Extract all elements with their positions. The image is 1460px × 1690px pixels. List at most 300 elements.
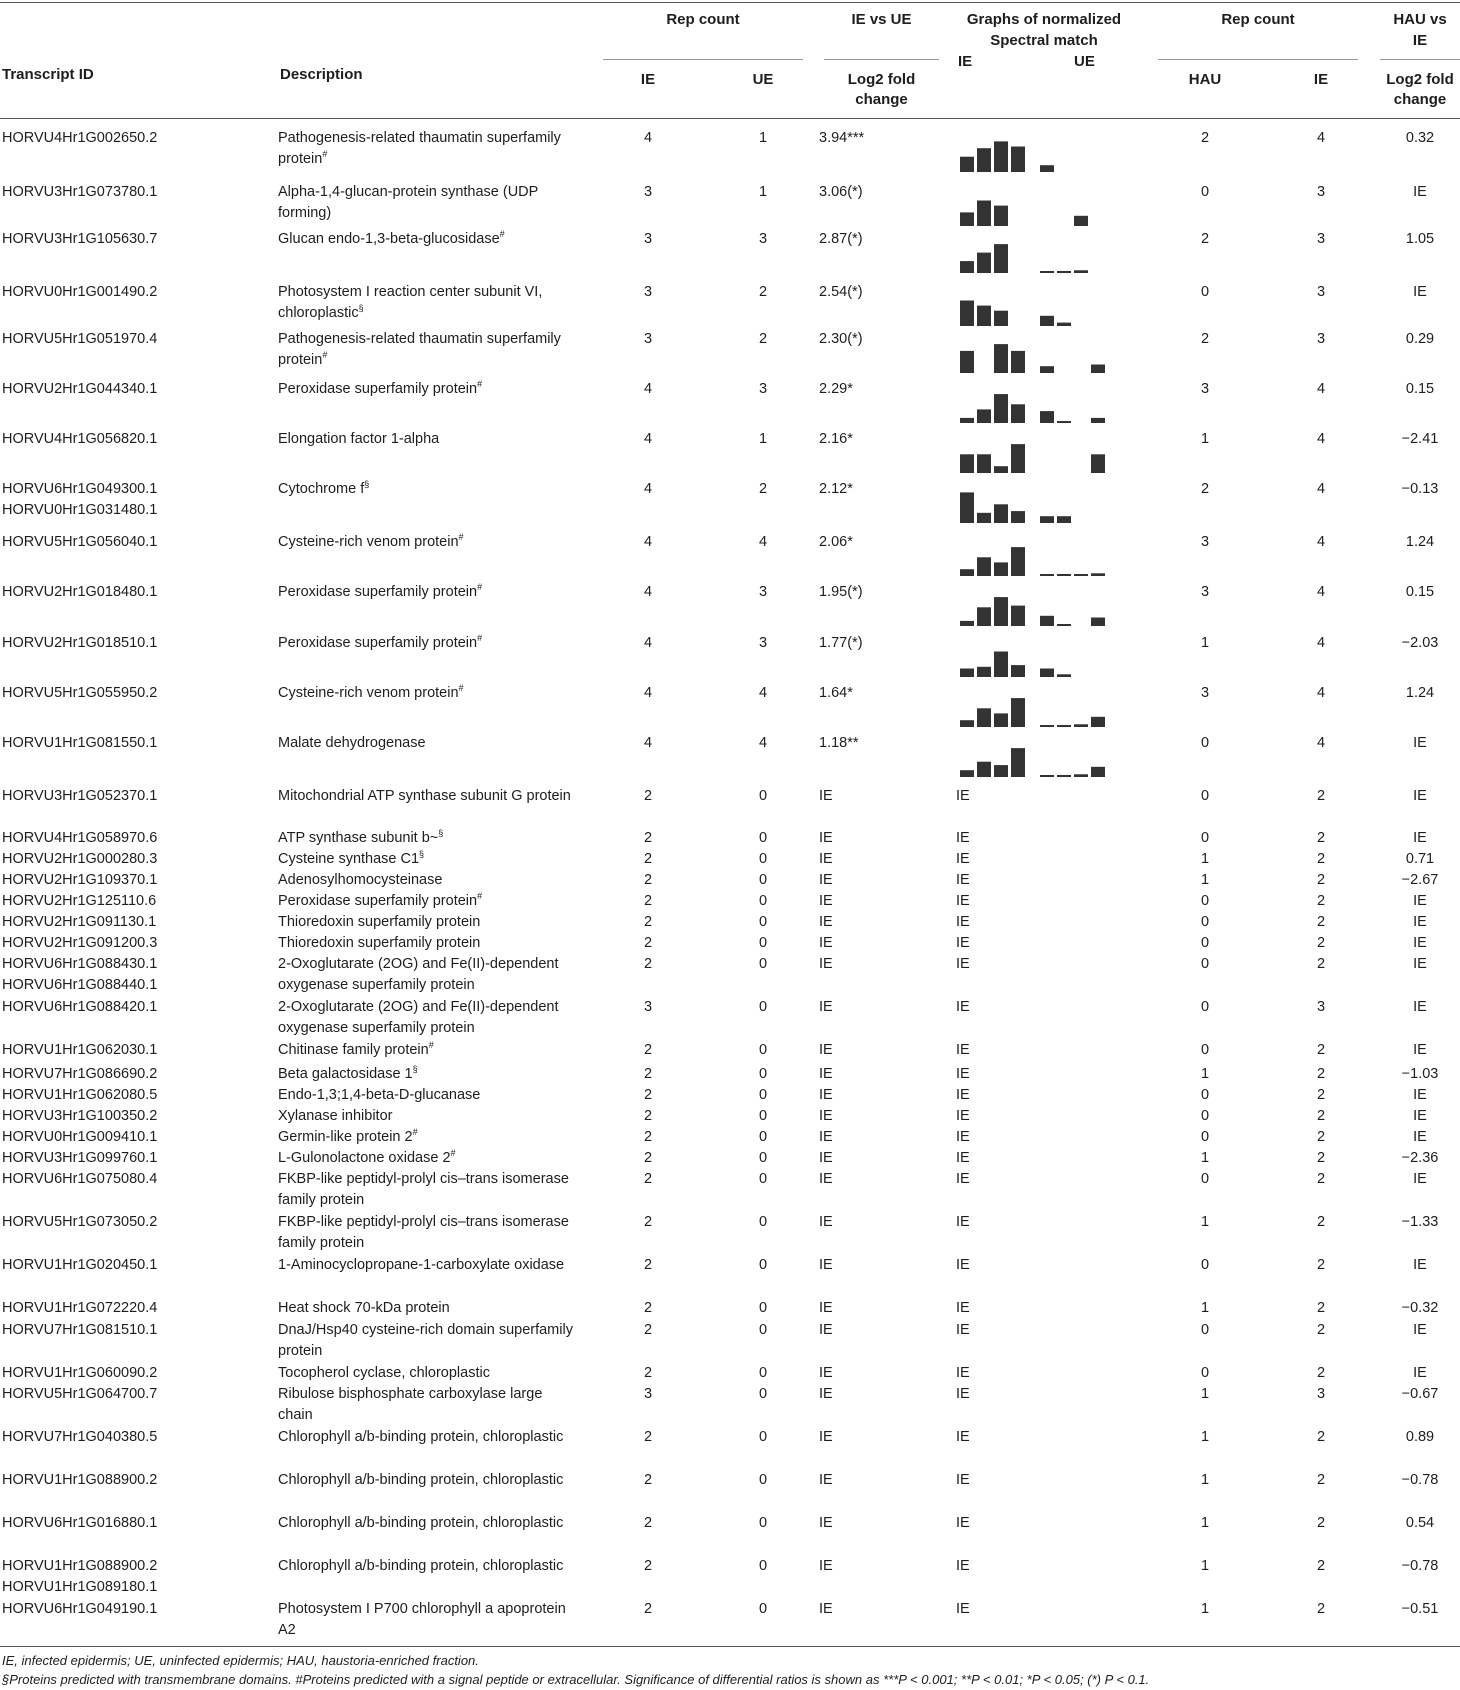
description [278,1513,578,1534]
spectral-graph-text: IE [956,914,970,930]
rep-count-ue: 1 [758,130,768,146]
rep-count-ie: 2 [643,1429,653,1445]
rep-count-ue: 4 [758,735,768,751]
spectral-bar-ie [994,206,1008,226]
rep-count-hau: 1 [1200,1066,1210,1082]
rep-count-ie: 4 [643,431,653,447]
rep-count-ue: 3 [758,381,768,397]
description [278,479,578,500]
rep-count-ie-2: 3 [1316,284,1326,300]
spectral-bar-ue [1091,365,1105,374]
footnote-mark: § [358,303,364,314]
description-text: FKBP-like peptidyl-prolyl cis–trans isomerase family protein [278,1171,569,1208]
spectral-bar-ie [1011,444,1025,473]
description [278,828,578,849]
rep-count-ue: 0 [758,1171,768,1187]
log2-fold-change-ie-ue: IE [819,1171,833,1187]
spectral-graph-text: IE [956,1087,970,1103]
description [278,1384,578,1426]
rep-count-ie-2: 2 [1316,1150,1326,1166]
description-text: Endo-1,3;1,4-beta-D-glucanase [278,1087,481,1103]
transcript-id: HORVU4Hr1G058970.6 [2,830,158,846]
spectral-graph-text: IE [956,1108,970,1124]
spectral-bar-ue [1074,724,1088,727]
description-text: Cytochrome f [278,481,365,497]
rep-count-ue: 3 [758,584,768,600]
header-hau-vs-ie-line1: HAU vs [1393,11,1447,28]
rep-count-ue: 0 [758,1300,768,1316]
rep-count-ue: 4 [758,534,768,550]
description-text: DnaJ/Hsp40 cysteine-rich domain superfamily protein [278,1322,573,1359]
spectral-bar-ie [960,720,974,727]
header-hau: HAU [1188,71,1222,88]
description [278,128,578,170]
rep-count-hau: 1 [1200,851,1210,867]
transcript-id: HORVU6Hr1G049300.1 [2,481,158,497]
rep-count-ie-2: 2 [1316,1322,1326,1338]
spectral-bar-ie [1011,665,1025,677]
header-ue-1: UE [752,71,774,88]
log2-fold-change-ie-ue: IE [819,1214,833,1230]
description-text: Chlorophyll a/b-binding protein, chloroplastic [278,1558,564,1574]
log2-fold-change-ie-ue: 2.54(*) [819,284,863,300]
spectral-graph-text: IE [956,1150,970,1166]
rep-count-ue: 0 [758,1429,768,1445]
description [278,1040,578,1061]
description [278,1599,578,1641]
log2-fold-change-hau-ie: −2.67 [1401,872,1439,888]
rep-count-ie: 3 [643,231,653,247]
rep-count-ue: 0 [758,1150,768,1166]
header-transcript-id: Transcript ID [2,66,94,83]
transcript-id: HORVU1Hr1G088900.2 [2,1558,158,1574]
rep-count-hau: 0 [1200,1108,1210,1124]
log2-fold-change-hau-ie: −0.13 [1401,481,1439,497]
description [278,1470,578,1491]
spectral-graph-text: IE [956,788,970,804]
spectral-bar-ue [1040,516,1054,523]
transcript-id: HORVU5Hr1G055950.2 [2,685,158,701]
rep-count-ue: 0 [758,1066,768,1082]
log2-fold-change-ie-ue: IE [819,1129,833,1145]
header-ie-2: IE [1313,71,1329,88]
rep-count-hau: 3 [1200,534,1210,550]
spectral-bar-ie [977,253,991,273]
log2-fold-change-hau-ie: IE [1413,1042,1427,1058]
description-text: Chitinase family protein [278,1042,429,1058]
spectral-graph-text: IE [956,1129,970,1145]
rep-count-ue: 2 [758,481,768,497]
rep-count-ie: 2 [643,893,653,909]
rep-count-ie: 2 [643,935,653,951]
spectral-bar-ue [1040,725,1054,727]
log2-fold-change-hau-ie: IE [1413,956,1427,972]
description-text: Chlorophyll a/b-binding protein, chloroplastic [278,1515,564,1531]
spectral-bar-ue [1057,674,1071,677]
footnote-mark: § [438,828,444,839]
rep-count-ie: 4 [643,735,653,751]
description-text: Peroxidase superfamily protein [278,381,478,397]
transcript-id: HORVU1Hr1G062080.5 [2,1087,158,1103]
log2-fold-change-ie-ue: 2.16* [819,431,853,447]
spectral-bar-ie [977,201,991,227]
rep-count-ie-2: 2 [1316,1472,1326,1488]
rep-count-ie-2: 2 [1316,1108,1326,1124]
rep-count-hau: 0 [1200,893,1210,909]
ie-vs-ue-rule [824,59,939,60]
spectral-bar-ue [1074,774,1088,777]
rep-count-hau: 2 [1200,331,1210,347]
transcript-id: HORVU1Hr1G062030.1 [2,1042,158,1058]
description [278,1212,578,1254]
rep-count-ue: 2 [758,331,768,347]
spectral-bar-ue [1040,669,1054,678]
log2-fold-change-hau-ie: 0.71 [1405,851,1435,867]
rep-count-hau: 0 [1200,935,1210,951]
spectral-bar-ie [960,492,974,523]
description-text: Peroxidase superfamily protein [278,893,478,909]
footnote-mark: § [412,1064,418,1075]
description-text: Photosystem I reaction center subunit VI, chloroplastic [278,284,543,321]
rep-count-ie-2: 3 [1316,1386,1326,1402]
description [278,1298,578,1319]
log2-fold-change-hau-ie: −0.32 [1401,1300,1439,1316]
rep-count-ie-2: 3 [1316,231,1326,247]
log2-fold-change-hau-ie: 0.32 [1405,130,1435,146]
log2-fold-change-ie-ue: IE [819,1472,833,1488]
spectral-bar-ie [994,597,1008,626]
rep-count-ie-2: 2 [1316,1087,1326,1103]
spectral-bar-ue [1057,624,1071,626]
description [278,1169,578,1211]
description-text: Mitochondrial ATP synthase subunit G protein [278,788,571,804]
description-text: Photosystem I P700 chlorophyll a apoprotein A2 [278,1601,566,1638]
spectral-graph-text: IE [956,872,970,888]
rep-count-ie-2: 2 [1316,788,1326,804]
log2-fold-change-hau-ie: 1.05 [1405,231,1435,247]
rep-count-ie: 2 [643,1150,653,1166]
spectral-bar-ie [1011,147,1025,173]
log2-fold-change-ie-ue: IE [819,1322,833,1338]
transcript-id: HORVU1Hr1G088900.2 [2,1472,158,1488]
rep-count-ie-2: 2 [1316,1171,1326,1187]
header-graph-ue: UE [1074,53,1095,70]
rep-count-hau: 3 [1200,685,1210,701]
spectral-bar-ie [977,708,991,727]
transcript-id: HORVU2Hr1G109370.1 [2,872,158,888]
rep-count-hau: 0 [1200,1322,1210,1338]
rep-count-ie: 2 [643,830,653,846]
description-text: Thioredoxin superfamily protein [278,935,481,951]
rep-count-ie-2: 2 [1316,1042,1326,1058]
spectral-bar-ue [1074,270,1088,273]
spectral-bar-ie [1011,698,1025,727]
spectral-bar-ie [977,513,991,523]
log2-fold-change-ie-ue: IE [819,935,833,951]
rep-count-hau: 0 [1200,830,1210,846]
transcript-id: HORVU0Hr1G001490.2 [2,284,158,300]
log2-fold-change-ie-ue: IE [819,1042,833,1058]
rep-count-ie-2: 2 [1316,1601,1326,1617]
log2-fold-change-ie-ue: IE [819,1365,833,1381]
rep-count-ie-2: 4 [1316,431,1326,447]
log2-fold-change-ie-ue: 3.94*** [819,130,865,146]
log2-fold-change-ie-ue: IE [819,1558,833,1574]
log2-fold-change-ie-ue: IE [819,1087,833,1103]
rep-count-ie: 2 [643,1214,653,1230]
spectral-bar-ue [1040,411,1054,423]
spectral-graph-text: IE [956,1365,970,1381]
log2-fold-change-ie-ue: 1.95(*) [819,584,863,600]
rep-count-ie-2: 2 [1316,1558,1326,1574]
footnote-abbreviations: IE, infected epidermis; UE, uninfected epidermis; HAU, haustoria-enriched fraction. [2,1653,479,1668]
rep-count-hau: 3 [1200,381,1210,397]
rep-count-ie: 3 [643,184,653,200]
spectral-bar-ie [1011,404,1025,423]
description [278,282,578,324]
rep-count-ie-2: 2 [1316,1429,1326,1445]
rep-count-ue: 0 [758,893,768,909]
description-text: Thioredoxin superfamily protein [278,914,481,930]
description [278,1320,578,1362]
spectral-bar-ue [1057,516,1071,523]
spectral-graph-text: IE [956,1171,970,1187]
header-description: Description [280,66,363,83]
log2-fold-change-hau-ie: IE [1413,184,1427,200]
log2-fold-change-ie-ue: 1.18** [819,735,859,751]
rep-count-hau: 1 [1200,872,1210,888]
log2-fold-change-hau-ie: IE [1413,1108,1427,1124]
log2-fold-change-hau-ie: −0.67 [1401,1386,1439,1402]
description [278,1148,578,1169]
spectral-bar-ue [1040,775,1054,777]
description [278,954,578,996]
rep-count-ie-2: 2 [1316,872,1326,888]
description-text: Peroxidase superfamily protein [278,584,478,600]
rep-count-hau: 0 [1200,788,1210,804]
spectral-graph-text: IE [956,1300,970,1316]
spectral-graph-text: IE [956,1386,970,1402]
spectral-bar-ie [977,454,991,473]
spectral-bar-ue [1057,323,1071,326]
spectral-bar-ue [1057,725,1071,727]
rep-count-ie: 2 [643,851,653,867]
spectral-bar-ie [977,762,991,777]
footnote-mark: § [364,479,370,490]
description [278,329,578,371]
rep-count-ie-2: 2 [1316,830,1326,846]
rep-count-ue: 0 [758,830,768,846]
log2-fold-change-ie-ue: 1.77(*) [819,635,863,651]
transcript-id: HORVU2Hr1G018480.1 [2,584,158,600]
log2-fold-change-hau-ie: IE [1413,914,1427,930]
spectral-graph-text: IE [956,1042,970,1058]
footnote-significance: §Proteins predicted with transmembrane domains. #Proteins predicted with a signal peptide or extracellular. Significance of differential ratios is shown as ***P < 0.001; **P < 0.01; *P < 0.05; (*) P < 0.1. [2,1672,1150,1687]
header-log2-2: Log2 fold change [1386,71,1454,108]
rep-count-ie-2: 2 [1316,1515,1326,1531]
description [278,849,578,870]
transcript-id: HORVU5Hr1G056040.1 [2,534,158,550]
description [278,786,578,807]
description-text: Glucan endo-1,3-beta-glucosidase [278,231,500,247]
rep-count-ue: 0 [758,1601,768,1617]
rep-count-ie-2: 4 [1316,635,1326,651]
description-text: Germin-like protein 2 [278,1129,413,1145]
description-text: L-Gulonolactone oxidase 2 [278,1150,451,1166]
spectral-bar-ie [994,344,1008,373]
description-text: Cysteine-rich venom protein [278,685,459,701]
description-text: Tocopherol cyclase, chloroplastic [278,1365,490,1381]
header-ie-vs-ue: IE vs UE [851,11,912,28]
rep-count-hau: 1 [1200,1214,1210,1230]
log2-fold-change-hau-ie: IE [1413,735,1427,751]
description-text: Peroxidase superfamily protein [278,635,478,651]
description-text: ATP synthase subunit b~ [278,830,439,846]
rep-count-ue: 0 [758,956,768,972]
transcript-id: HORVU6Hr1G088430.1 [2,956,158,972]
rep-count-hau: 1 [1200,1386,1210,1402]
transcript-id: HORVU1Hr1G081550.1 [2,735,158,751]
rep-count-ue: 0 [758,1322,768,1338]
rep-count-ie: 3 [643,331,653,347]
transcript-id: HORVU0Hr1G009410.1 [2,1129,158,1145]
rep-count-ie-2: 4 [1316,534,1326,550]
description [278,733,578,754]
transcript-id: HORVU2Hr1G044340.1 [2,381,158,397]
spectral-bar-ie [977,557,991,576]
log2-fold-change-ie-ue: IE [819,1150,833,1166]
log2-fold-change-ie-ue: IE [819,1386,833,1402]
spectral-graph-text: IE [956,1066,970,1082]
log2-fold-change-hau-ie: 0.15 [1405,584,1435,600]
rep-count-ue: 1 [758,431,768,447]
spectral-graph-text: IE [956,851,970,867]
transcript-id: HORVU2Hr1G091130.1 [2,914,157,930]
log2-fold-change-hau-ie: IE [1413,284,1427,300]
spectral-bar-ie [994,311,1008,326]
spectral-bar-ue [1057,574,1071,576]
header-log2-1: Log2 fold change [847,71,916,108]
description-text: Adenosylhomocysteinase [278,872,443,888]
log2-fold-change-hau-ie: 0.89 [1405,1429,1435,1445]
spectral-bar-ue [1074,574,1088,576]
header-ie-1: IE [640,71,656,88]
rep-count-ie: 2 [643,1515,653,1531]
rep-count-ie: 3 [643,1386,653,1402]
transcript-id: HORVU7Hr1G081510.1 [2,1322,158,1338]
rep-count-ie-2: 3 [1316,331,1326,347]
rep-count-ie-2: 2 [1316,1365,1326,1381]
spectral-bar-ie [1011,606,1025,626]
spectral-graph-text: IE [956,1601,970,1617]
log2-fold-change-hau-ie: −1.33 [1401,1214,1439,1230]
log2-fold-change-hau-ie: IE [1413,1087,1427,1103]
rep-count-ie-2: 4 [1316,735,1326,751]
rep-count-ie-2: 2 [1316,914,1326,930]
rep-count-ie: 2 [643,1601,653,1617]
footnote-mark: # [458,532,464,543]
rep-count-ie: 4 [643,534,653,550]
spectral-bar-ue [1040,271,1054,273]
transcript-id: HORVU7Hr1G040380.5 [2,1429,158,1445]
rep-count-ue: 0 [758,1365,768,1381]
rep-count-ie: 2 [643,1257,653,1273]
transcript-id: HORVU2Hr1G000280.3 [2,851,158,867]
spectral-bar-ue [1040,316,1054,326]
rep-count-ue: 0 [758,1515,768,1531]
rep-count-ie-2: 2 [1316,956,1326,972]
log2-fold-change-hau-ie: IE [1413,1365,1427,1381]
rep-count-ie: 2 [643,1558,653,1574]
description [278,429,578,450]
transcript-id: HORVU6Hr1G016880.1 [2,1515,158,1531]
spectral-bar-ie [960,569,974,576]
transcript-id: HORVU3Hr1G099760.1 [2,1150,158,1166]
transcript-id: HORVU1Hr1G060090.2 [2,1365,158,1381]
transcript-id: HORVU6Hr1G088420.1 [2,999,158,1015]
header-graphs-line2: Spectral match [990,32,1098,49]
rep-count-ie: 2 [643,956,653,972]
rep-count-ie: 2 [643,1365,653,1381]
description [278,379,578,400]
log2-fold-change-ie-ue: IE [819,851,833,867]
spectral-graph-text: IE [956,1322,970,1338]
rep-count-ie-2: 4 [1316,381,1326,397]
description-text: Elongation factor 1-alpha [278,431,440,447]
rep-count-ie-2: 2 [1316,935,1326,951]
spectral-bar-ue [1091,418,1105,423]
spectral-bar-ie [994,244,1008,273]
spectral-bar-ie [977,409,991,423]
spectral-bar-ie [960,261,974,273]
spectral-bar-ue [1091,618,1105,627]
header-rep-count-1: Rep count [666,11,740,28]
rep-count-hau: 2 [1200,130,1210,146]
rep-count-ie: 4 [643,130,653,146]
description [278,933,578,954]
spectral-graph-text: IE [956,956,970,972]
rep-count-ie: 2 [643,1171,653,1187]
spectral-graph-text: IE [956,1257,970,1273]
spectral-bar-ue [1074,216,1088,226]
rep-count-hau: 0 [1200,1365,1210,1381]
transcript-id: HORVU5Hr1G064700.7 [2,1386,158,1402]
footnote-mark: § [419,849,425,860]
transcript-id: HORVU4Hr1G056820.1 [2,431,158,447]
transcript-id: HORVU4Hr1G002650.2 [2,130,158,146]
spectral-bar-ue [1040,616,1054,626]
log2-fold-change-hau-ie: IE [1413,1322,1427,1338]
transcript-id: HORVU5Hr1G051970.4 [2,331,158,347]
spectral-bar-ie [994,713,1008,727]
header-hau-vs-ie-line2: IE [1412,32,1428,49]
rep-count-ie: 2 [643,1087,653,1103]
rep-count-hau: 0 [1200,1087,1210,1103]
description-text: Malate dehydrogenase [278,735,426,751]
spectral-bar-ie [994,504,1008,523]
rep-count-ie: 2 [643,1066,653,1082]
rep-count-hau: 1 [1200,1300,1210,1316]
log2-fold-change-hau-ie: −1.03 [1401,1066,1439,1082]
footnote-mark: # [322,149,328,160]
description [278,997,578,1039]
log2-fold-change-hau-ie: IE [1413,893,1427,909]
description [278,870,578,891]
footnote-mark: # [477,379,483,390]
spectral-graph-text: IE [956,1472,970,1488]
description [278,912,578,933]
transcript-id: HORVU1Hr1G072220.4 [2,1300,158,1316]
